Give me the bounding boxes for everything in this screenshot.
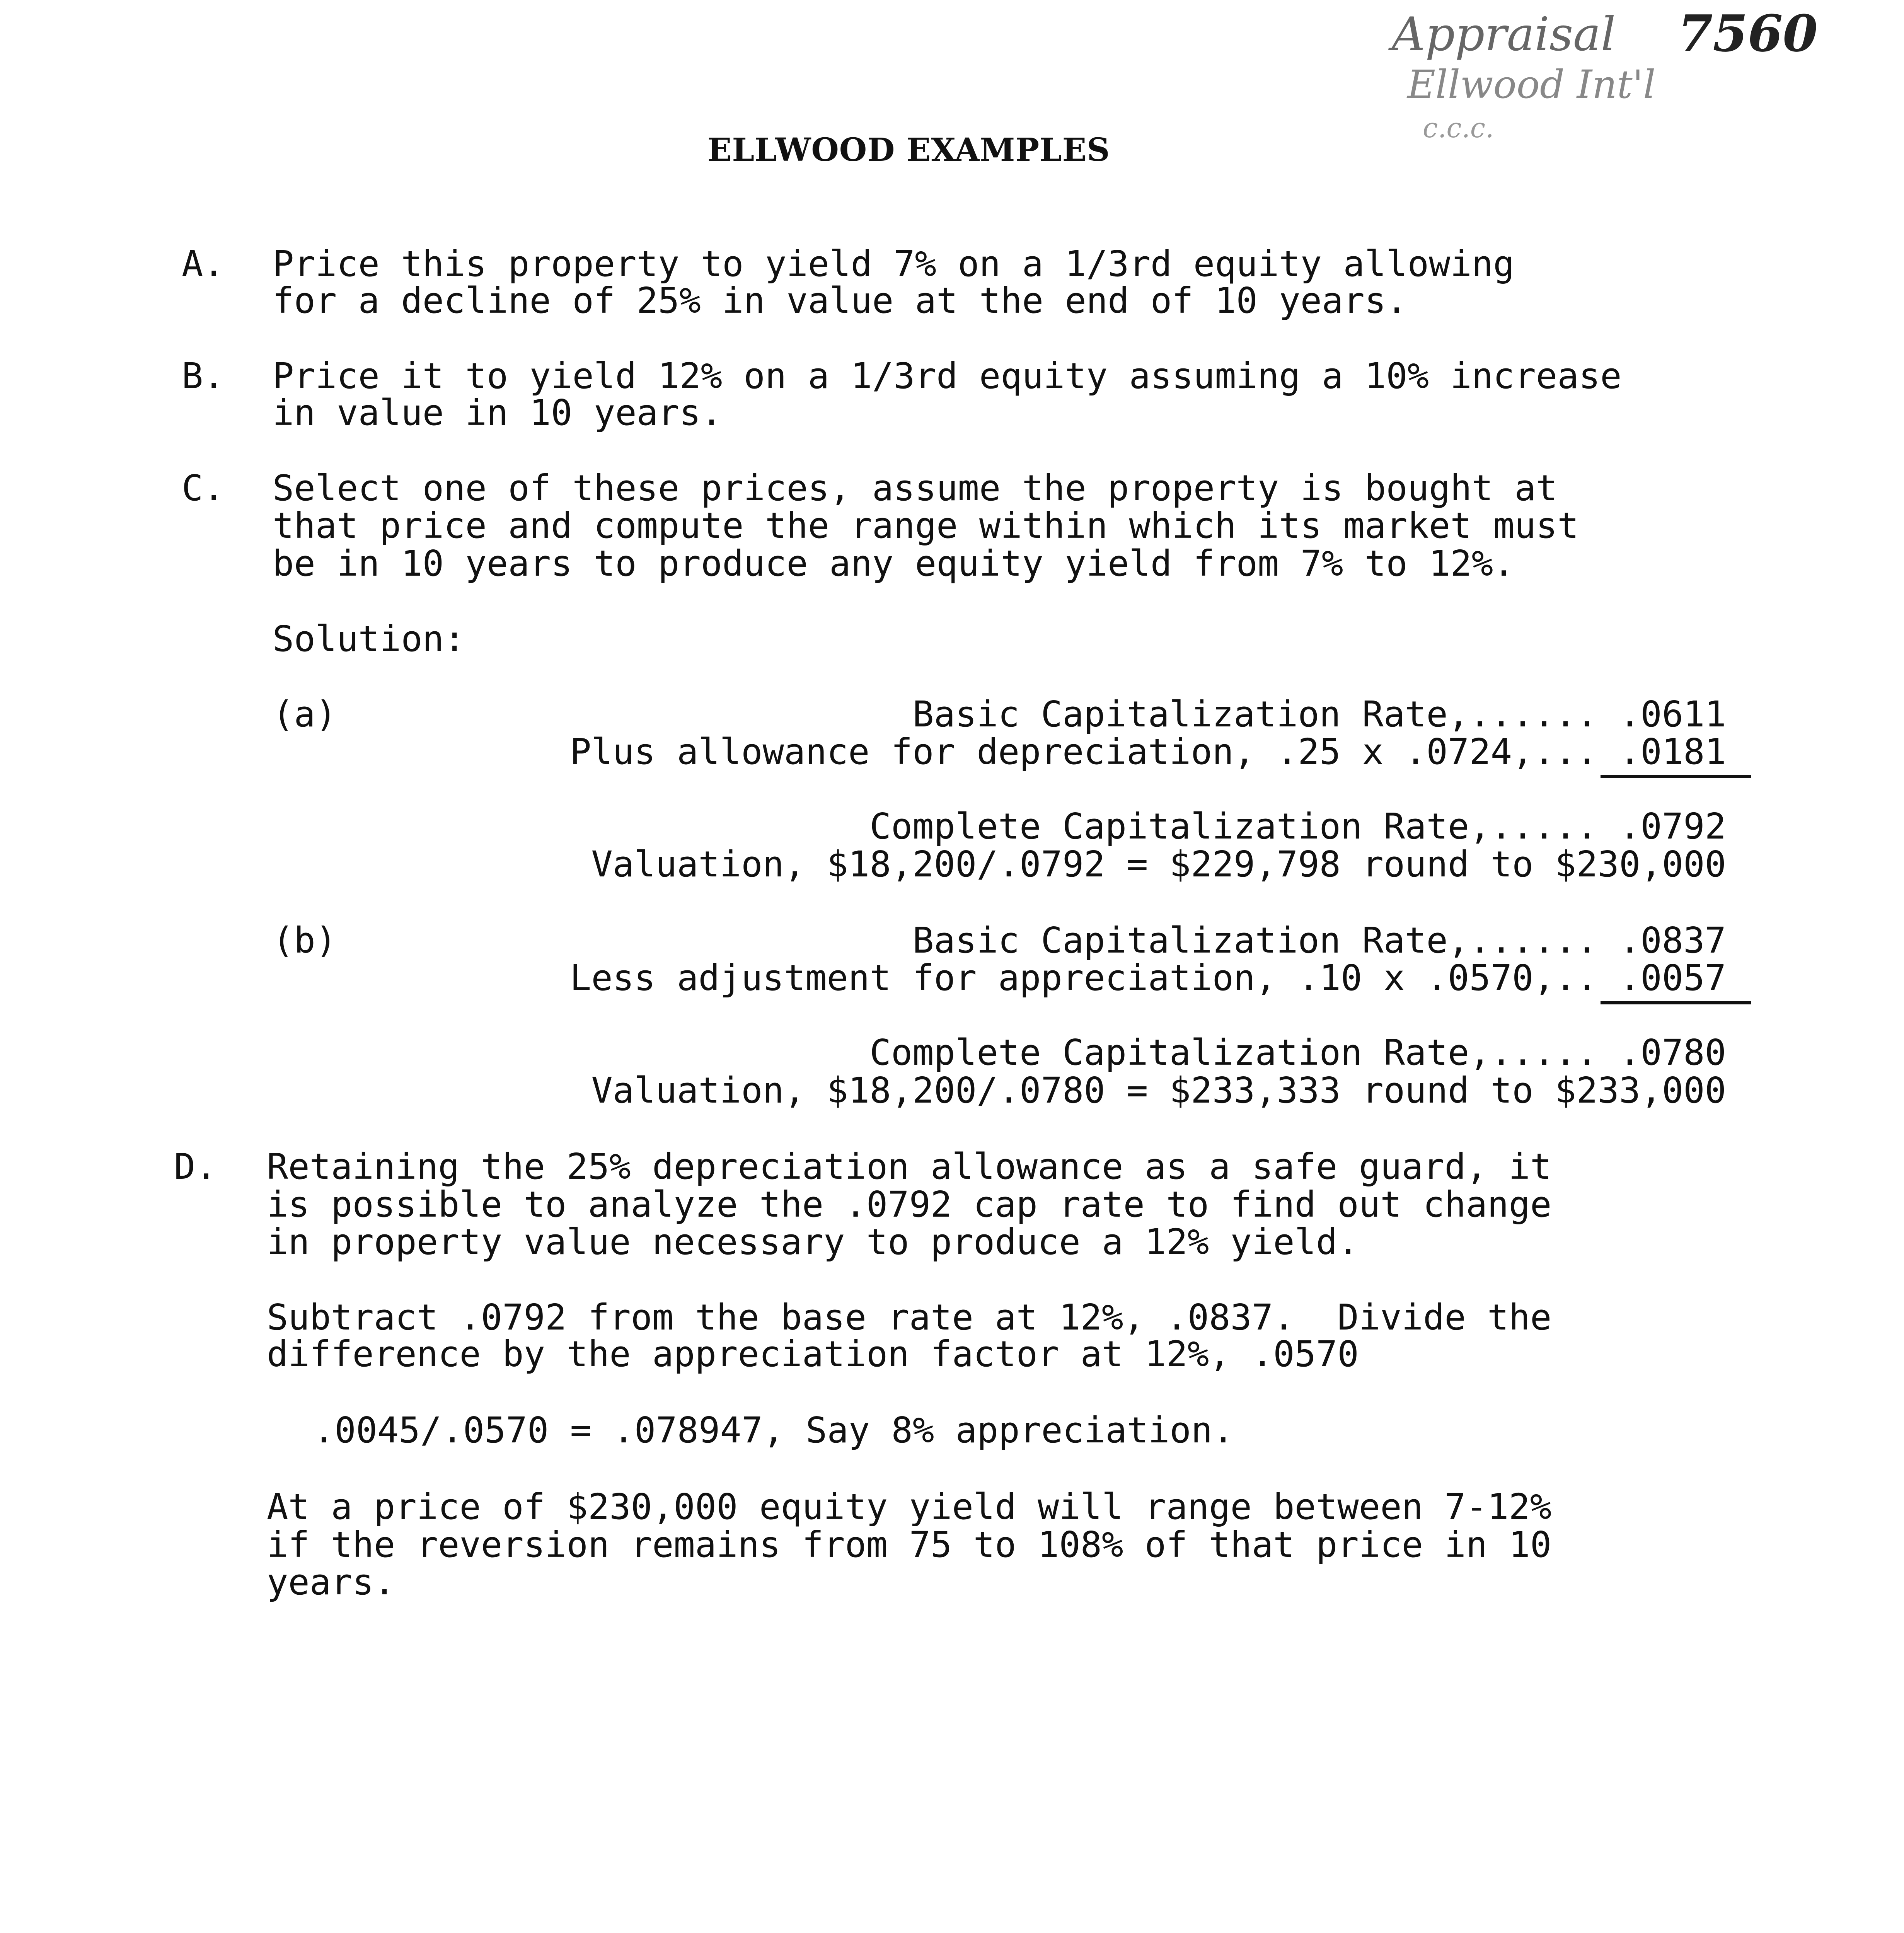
item-d-para3-line-2: if the reversion remains from 75 to 108% of that price in 10 — [267, 1524, 1552, 1565]
item-a-line-2: for a decline of 25% in value at the end of 10 years. — [273, 280, 1408, 321]
solution-label: Solution: — [273, 618, 465, 660]
item-d-para3-line-3: years. — [267, 1561, 395, 1603]
handwritten-note-line3: c.c.c. — [1423, 112, 1494, 144]
handwritten-note-line1: Appraisal — [1392, 8, 1616, 61]
item-d-calculation: .0045/.0570 = .078947, Say 8% appreciation. — [313, 1410, 1234, 1451]
item-d-line-2: is possible to analyze the .0792 cap rate to find out change — [267, 1184, 1552, 1225]
part-b-complete-rate: Complete Capitalization Rate,..... .0780 — [869, 1032, 1726, 1073]
item-d-line-1: Retaining the 25% depreciation allowance as a safe guard, it — [267, 1146, 1552, 1187]
item-c-line-3: be in 10 years to produce any equity yield from 7% to 12%. — [273, 543, 1515, 584]
part-a-valuation: Valuation, $18,200/.0792 = $229,798 round to $230,000 — [591, 844, 1726, 885]
part-a-complete-rate: Complete Capitalization Rate,..... .0792 — [869, 806, 1726, 847]
part-b-basic-rate: Basic Capitalization Rate,...... .0837 — [912, 920, 1726, 961]
item-a-letter: A. — [182, 243, 225, 285]
part-a-basic-rate: Basic Capitalization Rate,...... .0611 — [912, 694, 1726, 735]
handwritten-note-line2: Ellwood Int'l — [1407, 62, 1656, 107]
item-a-line-1: Price this property to yield 7% on a 1/3rd equity allowing — [273, 243, 1515, 285]
part-b-appreciation-adjustment: Less adjustment for appreciation, .10 x .0570,.. .0057 — [570, 957, 1726, 999]
item-d-line-3: in property value necessary to produce a 12% yield. — [267, 1221, 1359, 1263]
handwritten-note-number: 7560 — [1678, 4, 1818, 63]
item-b-line-1: Price it to yield 12% on a 1/3rd equity assuming a 10% increase — [273, 355, 1622, 397]
item-d-para2-line-1: Subtract .0792 from the base rate at 12%, .0837. Divide the — [267, 1297, 1552, 1338]
page-title: ELLWOOD EXAMPLES — [707, 131, 1110, 169]
part-a-label: (a) — [273, 694, 337, 735]
item-c-line-1: Select one of these prices, assume the property is bought at — [273, 467, 1558, 509]
item-c-letter: C. — [182, 467, 225, 509]
part-a-depreciation-allowance: Plus allowance for depreciation, .25 x .0724,... .0181 — [570, 731, 1726, 772]
item-b-letter: B. — [182, 355, 225, 397]
part-b-sum-underline — [1601, 1001, 1751, 1004]
part-b-valuation: Valuation, $18,200/.0780 = $233,333 round to $233,000 — [591, 1070, 1726, 1111]
item-d-para2-line-2: difference by the appreciation factor at 12%, .0570 — [267, 1333, 1359, 1375]
item-c-line-2: that price and compute the range within which its market must — [273, 505, 1579, 546]
item-d-letter: D. — [174, 1146, 217, 1187]
item-b-line-2: in value in 10 years. — [273, 392, 723, 433]
part-a-sum-underline — [1601, 775, 1751, 778]
part-b-label: (b) — [273, 920, 337, 961]
item-d-para3-line-1: At a price of $230,000 equity yield will range between 7-12% — [267, 1486, 1552, 1527]
